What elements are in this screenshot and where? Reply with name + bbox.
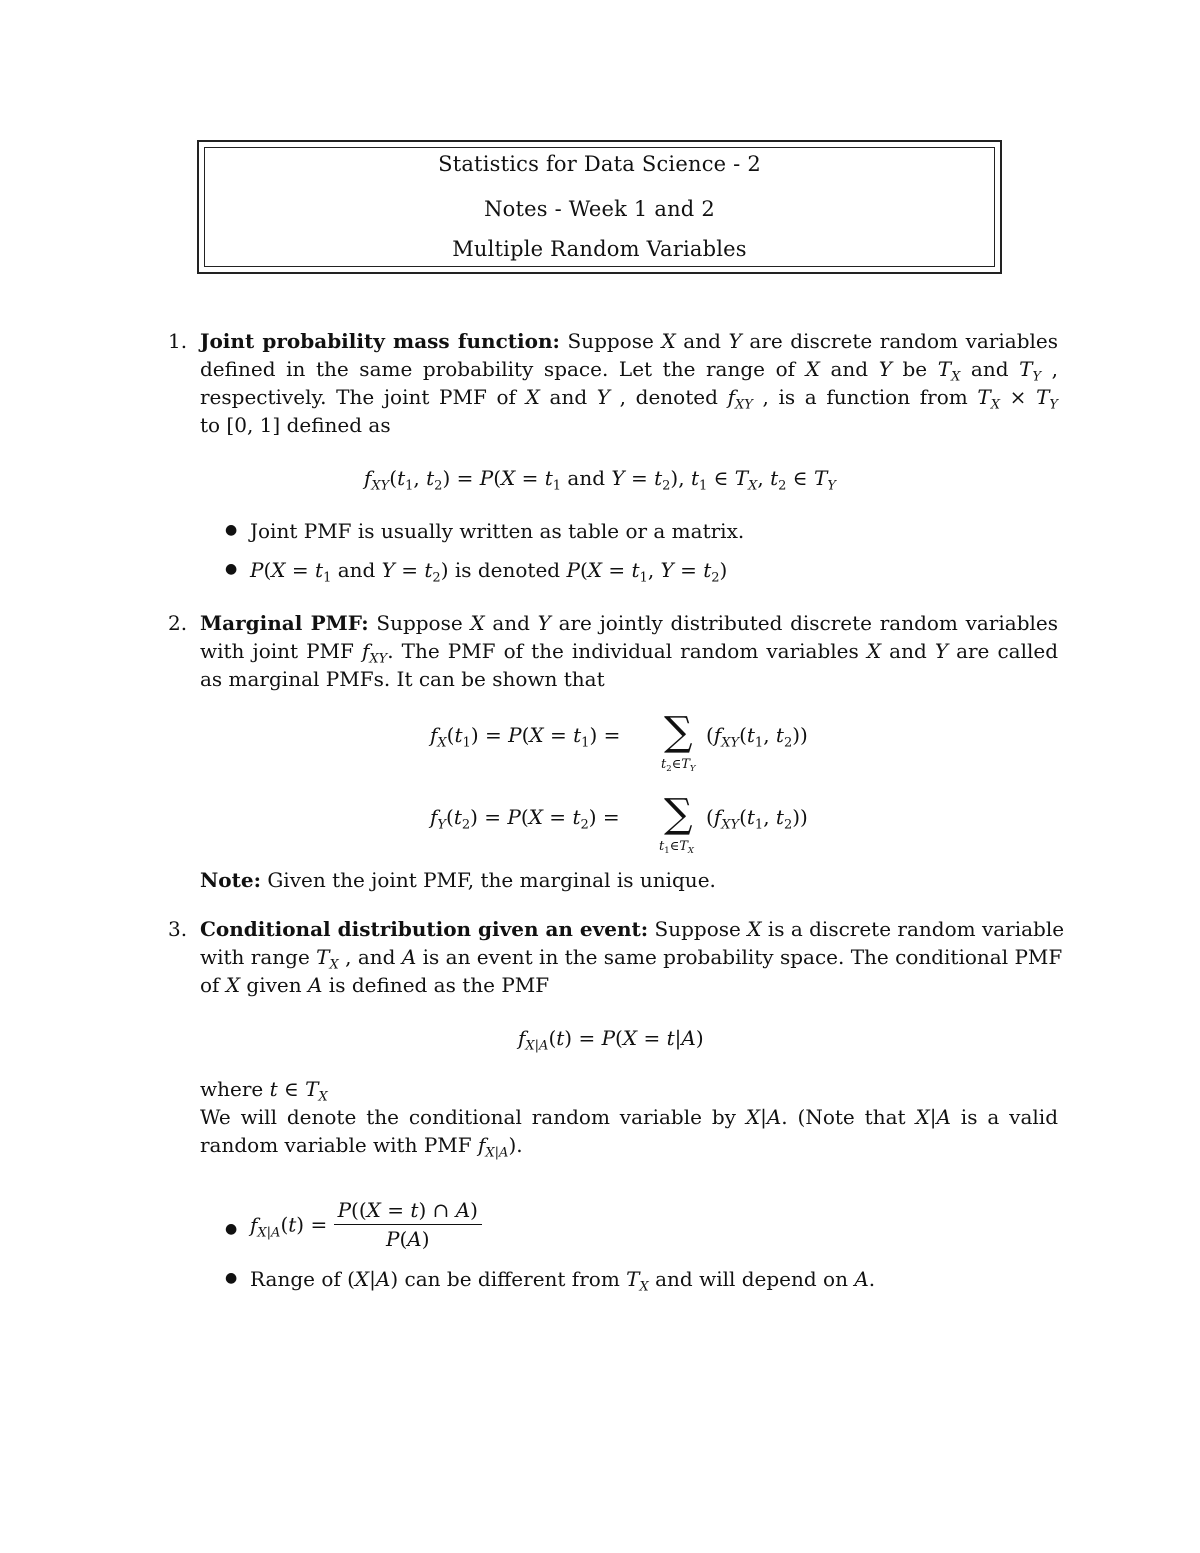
bullet-dot-icon: ● <box>225 522 238 538</box>
summation-subscript: $t_2\in T_Y$ <box>661 757 696 773</box>
section-heading: Marginal PMF: <box>200 611 369 635</box>
section-text-line: defined in the same probability space. Let the range of X and Y be $T_X$ and $T_Y$ , <box>200 357 1059 385</box>
joint-pmf-equation: $f_{XY}(t_1$, $t_2) = P(X = t_1$ and $Y = t_2$), $t_1$ ∈ $T_X$, $t_2$ ∈ $T_Y$ <box>364 466 836 494</box>
marginal-y-equation: $f_Y(t_2) = P(X = t_2)$ = <box>430 805 620 833</box>
course-title: Statistics for Data Science - 2 <box>438 152 761 176</box>
section-number: 2. <box>168 611 188 635</box>
fraction: $\frac{P((X = t) \cap A)}{P(A)}$ <box>334 1198 482 1251</box>
section-heading: Conditional distribution given an event: <box>200 917 649 941</box>
note-label: Note: <box>200 868 261 892</box>
bullet-dot-icon: ● <box>225 561 238 577</box>
section-text-line: to [0, 1] defined as <box>200 413 391 437</box>
summation-icon: ∑ <box>664 791 693 837</box>
section-text-line: with range $T_X$ , and A is an event in the same probability space. The conditional PMF <box>200 945 1063 973</box>
section-text-line: respectively. The joint PMF of X and Y , denoted $f_{XY}$ , is a function from $T_X \times T_Y$ <box>200 385 1058 413</box>
section-number: 1. <box>168 329 188 353</box>
bullet-dot-icon: ● <box>225 1221 238 1237</box>
where-line: where t ∈ $T_X$ <box>200 1077 328 1105</box>
notes-subtitle: Notes - Week 1 and 2 <box>484 197 715 221</box>
topic-title: Multiple Random Variables <box>452 237 747 261</box>
conditional-pmf-equation: $f_{X|A}(t) = P(X = t|A)$ <box>518 1026 704 1054</box>
marginal-y-summand: ($f_{XY}(t_1$, $t_2$)) <box>706 805 808 833</box>
note-text: Given the joint PMF, the marginal is unique. <box>267 868 716 892</box>
bullet-dot-icon: ● <box>225 1270 238 1286</box>
marginal-x-summand: ($f_{XY}(t_1$, $t_2$)) <box>706 723 808 751</box>
section-number: 3. <box>168 917 188 941</box>
summation-icon: ∑ <box>664 709 693 755</box>
title-box <box>197 140 1002 274</box>
section-text-line: Joint probability mass function: Suppose X and Y are discrete random variables <box>200 329 1058 353</box>
section-text-line: with joint PMF $f_{XY}$. The PMF of the individual random variables X and Y are called <box>200 639 1059 667</box>
bullet-item: Joint PMF is usually written as table or a matrix. <box>250 519 745 543</box>
note-line <box>200 868 716 892</box>
section-text-line: Conditional distribution given an event: Suppose X is a discrete random variable <box>200 917 1065 941</box>
summation-subscript: $t_1\in T_X$ <box>659 839 694 855</box>
marginal-x-equation: $f_X(t_1) = P(X = t_1)$ = <box>430 723 621 751</box>
section-text-line: random variable with PMF $f_{X|A}$). <box>200 1133 523 1161</box>
section-text-line: We will denote the conditional random variable by X|A. (Note that X|A is a valid <box>200 1105 1058 1129</box>
bullet-item: Range of (X|A) can be different from $T_X$ and will depend on A. <box>250 1267 876 1295</box>
section-heading: Joint probability mass function: <box>200 329 560 353</box>
section-text-line: as marginal PMFs. It can be shown that <box>200 667 605 691</box>
section-text-line: of X given A is defined as the PMF <box>200 973 550 997</box>
bullet-item: $f_{X|A}(t)$ = $\frac{P((X = t) \cap A)}{P(A)}$ <box>250 1198 482 1251</box>
bullet-item: $P(X = t_1$ and $Y = t_2$) is denoted $P(X = t_1$, $Y = t_2$) <box>250 558 728 586</box>
section-text-line: Marginal PMF: Suppose X and Y are jointly distributed discrete random variables <box>200 611 1058 635</box>
